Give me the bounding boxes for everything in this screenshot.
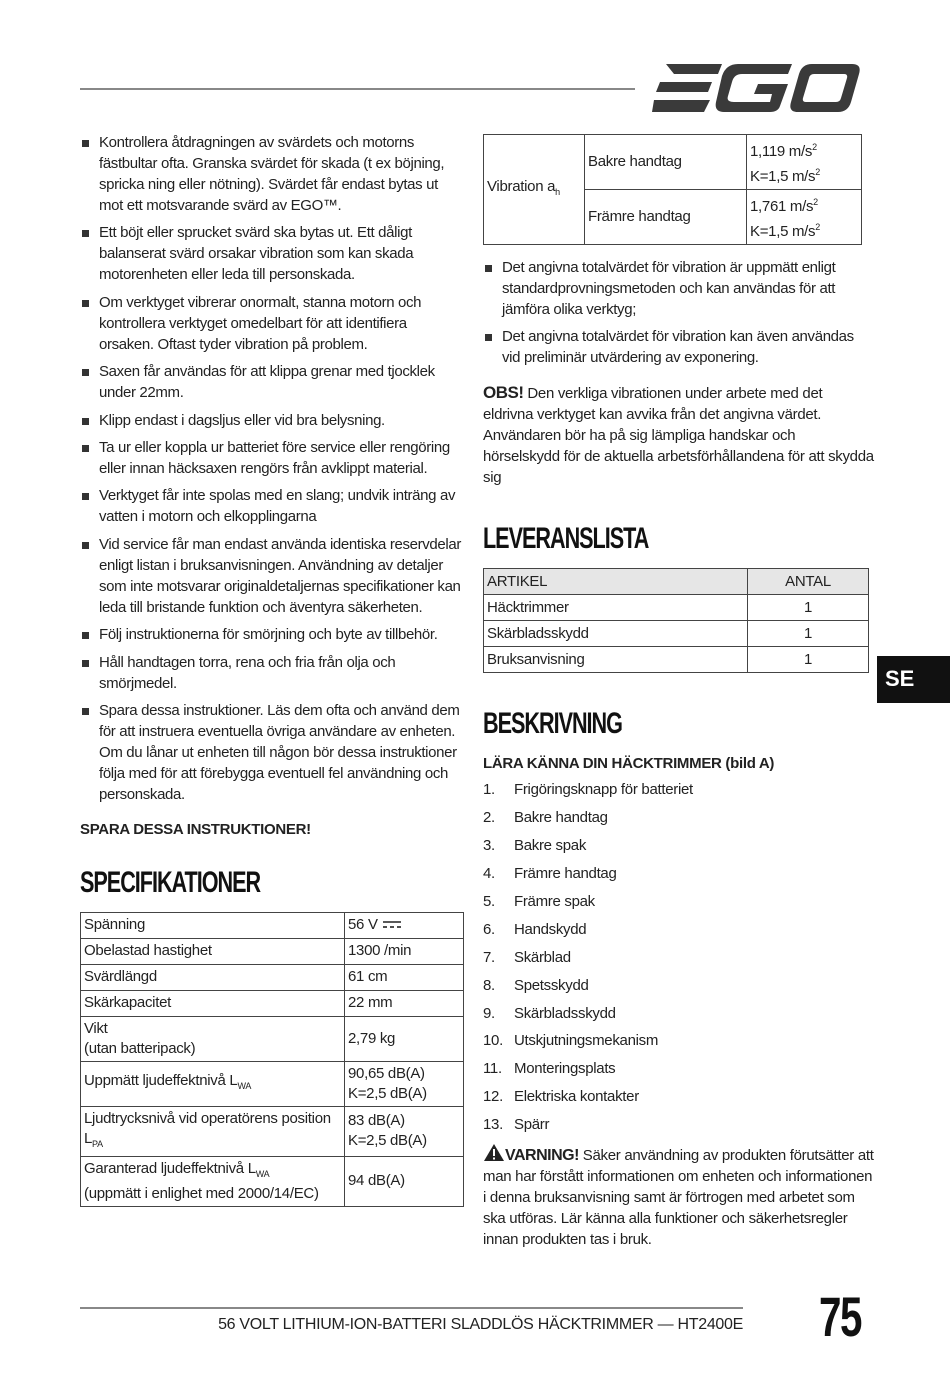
list-item: Följ instruktionerna för smörjning och byte av tillbehör. [80,624,464,645]
table-row [81,1016,464,1061]
spec-label: Vikt (utan batteripack) [81,1016,345,1061]
table-row [484,135,862,190]
ego-logo [652,62,860,114]
list-item: Det angivna totalvärdet för vibration kan även användas vid preliminär utvärdering av exponering. [483,326,875,368]
bullet-square-icon [82,542,89,549]
dc-symbol-icon [382,919,402,929]
spec-section-title: SPECIFIKATIONER [80,865,261,899]
list-item: Kontrollera åtdragningen av svärdets och motorns fästbultar ofta. Granska svärdet för skada (t ex böjning, spricka ning eller nötning). Svärdet får endast bytas ut mot ett motsvarande svärd av EGO™. [80,132,464,216]
bullet-square-icon [82,230,89,237]
bullet-square-icon [485,334,492,341]
bullet-square-icon [82,369,89,376]
warning-tag: VARNING! [505,1146,579,1164]
description-title: BESKRIVNING [483,707,622,741]
list-item: 9. Skärbladsskydd [483,1004,616,1022]
list-item: 4. Främre handtag [483,865,617,883]
header-rule [80,88,635,90]
bullet-square-icon [82,632,89,639]
vibration-rear-value: 1,119 $m/s^2$ K=1,5 $m/s^2$ [747,135,862,190]
bullet-square-icon [82,445,89,452]
safety-bullet-list [80,132,464,805]
table-row [81,912,464,938]
column-header-count: ANTAL [748,569,869,595]
spec-label: Uppmätt ljudeffektnivå $L_{WA}$ [81,1061,345,1106]
list-item: 3. Bakre spak [483,837,587,855]
description-subheading: LÄRA KÄNNA DIN HÄCKTRIMMER (bild A) [483,755,775,773]
bullet-square-icon [82,660,89,667]
list-item: Vid service får man endast använda identiska reservdelar enligt listan i bruksanvisningen. Användning av detaljer som inte motsvarar originaldetaljernas specifikationer kan leda till bristande funktion och äventyra säkerheten. [80,534,464,618]
spec-value: 83 dB(A) K=2,5 dB(A) [345,1106,464,1156]
list-item: Spara dessa instruktioner. Läs dem ofta och använd dem för att instruera eventuella övriga användare av enheten. Om du lånar ut enheten till någon bör dessa instruktioner följa med för att förebygga eventuell fel användning och personskada. [80,700,464,805]
parts-list [483,780,875,1135]
list-item: 12. Elektriska kontakter [483,1088,639,1106]
list-item: Om verktyget vibrerar onormalt, stanna motorn och kontrollera verktyget omedelbart för att identifiera orsaken. Oftast tyder vibration på problem. [80,292,464,355]
spec-value: 94 dB(A) [345,1156,464,1206]
spec-value: 61 cm [345,964,464,990]
list-item: 13. Spärr [483,1116,550,1134]
spec-label: Spänning [81,912,345,938]
left-column [80,132,464,1207]
vibration-rear-label: Bakre handtag [585,135,747,190]
right-column [483,134,875,1250]
table-row [81,964,464,990]
table-row: Skärbladsskydd 1 [484,621,869,647]
save-instructions-note: SPARA DESSA INSTRUKTIONER! [80,820,311,838]
bullet-square-icon [82,140,89,147]
spec-value: 22 mm [345,990,464,1016]
list-item: 6. Handskydd [483,920,587,938]
spec-label: Obelastad hastighet [81,938,345,964]
table-row [81,938,464,964]
language-tab: SE [877,656,950,703]
list-item: 11. Monteringsplats [483,1060,616,1078]
list-item: Klipp endast i dagsljus eller vid bra belysning. [80,410,464,431]
bullet-square-icon [82,493,89,500]
list-item: 7. Skärblad [483,948,571,966]
obs-tag: OBS! [483,383,524,403]
table-row [81,990,464,1016]
footer-title: 56 VOLT LITHIUM-ION-BATTERI SLADDLÖS HÄCKTRIMMER — HT2400E [218,1316,743,1333]
table-row [81,1061,464,1106]
spec-label: Garanterad ljudeffektnivå $L_{WA}$ (uppmätt i enlighet med 2000/14/EC) [81,1156,345,1206]
bullet-square-icon [82,300,89,307]
table-row [81,1156,464,1206]
spec-table [80,912,464,1207]
list-item: Det angivna totalvärdet för vibration är uppmätt enligt standardprovningsmetoden och kan användas för att jämföra olika verktyg; [483,257,875,320]
spec-value: 56 V [345,912,464,938]
vibration-bullet-list [483,257,875,368]
page-number: 75 [819,1285,861,1348]
logo-text: EGO [652,62,655,63]
vibration-label: Vibration $a_h$ [484,135,585,245]
table-row [81,1106,464,1156]
list-item: 2. Bakre handtag [483,809,608,827]
warning-note: VARNING! Säker användning av produkten förutsätter att man har förstått informationen om enheten och informationen i denna bruksanvisning samt är förtrogen med arbetet som ska utföras. Lär känna alla funktioner och säkerhetsregler innan produkten tas i bruk. [483,1143,875,1250]
delivery-list-title: LEVERANSLISTA [483,522,649,556]
list-item: Håll handtagen torra, rena och fria från olja och smörjmedel. [80,652,464,694]
column-header-article: ARTIKEL [484,569,748,595]
spec-label: Skärkapacitet [81,990,345,1016]
list-item: 8. Spetsskydd [483,976,589,994]
list-item: 5. Främre spak [483,892,595,910]
delivery-table [483,568,869,673]
vibration-table [483,134,862,245]
spec-value: 2,79 kg [345,1016,464,1061]
bullet-square-icon [82,708,89,715]
list-item: Saxen får användas för att klippa grenar med tjocklek under 22mm. [80,361,464,403]
list-item: 10. Utskjutningsmekanism [483,1032,659,1050]
table-row: Bruksanvisning 1 [484,647,869,673]
list-item: Ett böjt eller sprucket svärd ska bytas ut. Ett dåligt balanserat svärd orsakar vibration som kan skada motorenheten eller leda till personskada. [80,222,464,285]
list-item: 1. Frigöringsknapp för batteriet [483,781,693,799]
bullet-square-icon [485,265,492,272]
vibration-front-value: 1,761 $m/s^2$ K=1,5 $m/s^2$ [747,190,862,245]
warning-triangle-icon [483,1143,505,1162]
spec-label: Ljudtrycksnivå vid operatörens position $L_{PA}$ [81,1106,345,1156]
table-header-row [484,569,869,595]
spec-value: 90,65 dB(A) K=2,5 dB(A) [345,1061,464,1106]
table-row: Häcktrimmer 1 [484,595,869,621]
spec-label: Svärdlängd [81,964,345,990]
footer-rule [80,1307,743,1309]
spec-value: 1300 /min [345,938,464,964]
vibration-front-label: Främre handtag [585,190,747,245]
bullet-square-icon [82,418,89,425]
list-item: Ta ur eller koppla ur batteriet före service eller rengöring eller innan häcksaxen rengörs från avklippt material. [80,437,464,479]
obs-note: OBS! Den verkliga vibrationen under arbete med det eldrivna verktyget kan avvika från det angivna värdet. Användaren bör ha på sig lämpliga handskar och hörselskydd för de aktuella arbetsförhållandena för att skydda sig [483,383,874,487]
list-item: Verktyget får inte spolas med en slang; undvik inträng av vatten i motorn och elkopplingarna [80,485,464,527]
